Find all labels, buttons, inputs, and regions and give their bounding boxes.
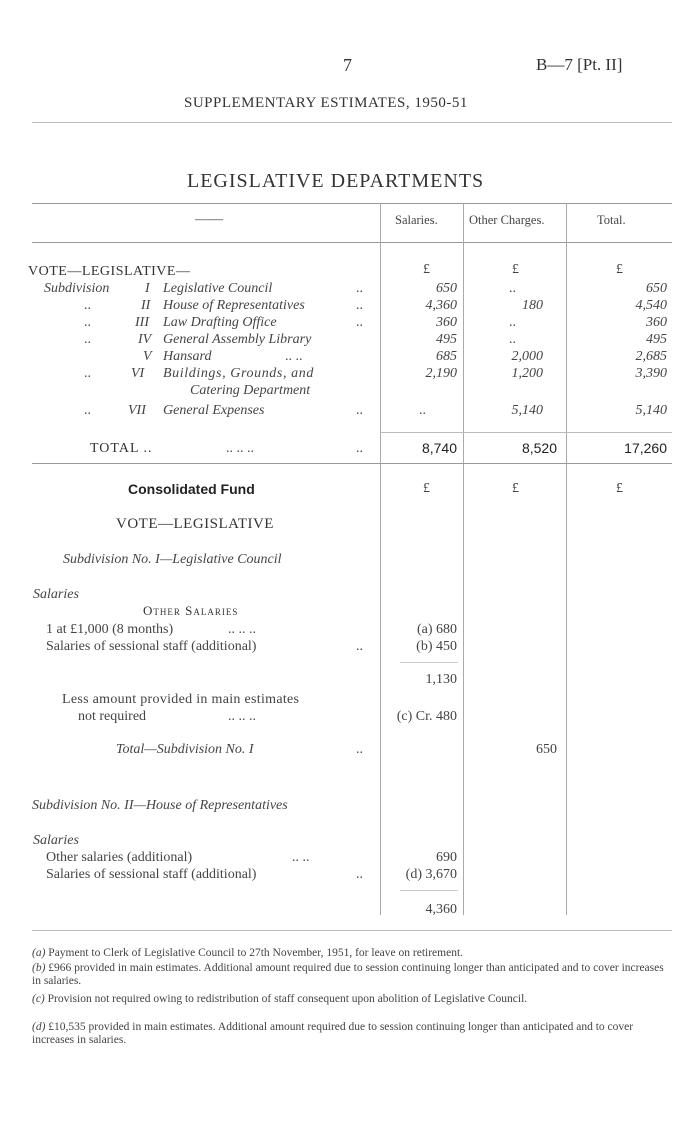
row-total: 360: [646, 315, 667, 330]
summary-total-other: 8,520: [521, 440, 557, 456]
row-ditto: ..: [84, 366, 91, 381]
less-value: (c) Cr. 480: [396, 709, 457, 724]
row-other: 180: [522, 298, 543, 313]
row-total: 2,685: [635, 349, 667, 364]
summary-total-rule: [380, 432, 672, 433]
salaries-label: Salaries: [33, 833, 79, 848]
other-salaries-heading: Other Salaries: [143, 603, 239, 618]
row-ditto: ..: [84, 315, 91, 330]
column-header-salaries: Salaries.: [395, 213, 438, 227]
currency-salaries: £: [423, 262, 430, 277]
row-number: I: [145, 281, 150, 296]
row-salaries: 2,190: [425, 366, 457, 381]
row-number: IV: [138, 332, 152, 347]
row-ditto: ..: [84, 298, 91, 313]
row-salaries: 4,360: [425, 298, 457, 313]
salaries-label: Salaries: [33, 587, 79, 602]
footnote-label: (d): [32, 1021, 46, 1033]
footnote-d: [32, 1021, 672, 1047]
footnote-a: [32, 947, 672, 960]
row-salaries: 495: [436, 332, 457, 347]
column-rule-1: [380, 203, 381, 915]
row-total: 4,540: [635, 298, 667, 313]
summary-total-salaries: 8,740: [421, 440, 457, 456]
row-total: 495: [646, 332, 667, 347]
row-name: Legislative Council: [163, 281, 273, 296]
row-name: Buildings, Grounds, and: [163, 366, 314, 381]
line-leader: .. .. ..: [228, 622, 256, 637]
row-total: 650: [646, 281, 667, 296]
row-number: VI: [131, 366, 145, 381]
row-name-continuation: Catering Department: [190, 383, 311, 398]
fund-title: Consolidated Fund: [128, 481, 255, 497]
column-header-total: Total.: [597, 213, 626, 227]
fund-currency-salaries: £: [423, 481, 430, 496]
column-header-other-charges: Other Charges.: [469, 213, 545, 227]
subdivision-total-value: 650: [536, 742, 557, 757]
row-total: 5,140: [635, 403, 667, 418]
row-other: 1,200: [511, 366, 543, 381]
document-reference: B—7 [Pt. II]: [536, 55, 623, 74]
line-leader: ..: [356, 639, 363, 654]
page-title: SUPPLEMENTARY ESTIMATES, 1950-51: [184, 95, 468, 111]
row-number: III: [135, 315, 149, 330]
summary-total-total: 17,260: [624, 440, 667, 456]
line-value: (d) 3,670: [405, 867, 457, 882]
row-other: ..: [509, 315, 516, 330]
row-number: VII: [128, 403, 146, 418]
summary-total-end-leader: ..: [356, 441, 363, 456]
row-leader: ..: [356, 315, 363, 330]
subdivision-2-heading: Subdivision No. II—House of Representatives: [32, 798, 288, 813]
line-label: Salaries of sessional staff (additional): [46, 639, 257, 654]
subtotal-value: 4,360: [425, 902, 457, 917]
footnote-label: (b): [32, 962, 46, 974]
currency-other: £: [512, 262, 519, 277]
line-value: 690: [436, 850, 457, 865]
less-line: Less amount provided in main estimates: [62, 692, 300, 707]
row-salaries: 360: [436, 315, 457, 330]
row-leader: .. ..: [285, 349, 303, 364]
row-name: House of Representatives: [163, 298, 305, 313]
footnote-text: Provision not required owing to redistribution of staff consequent upon abolition of Legislative Council.: [47, 993, 528, 1005]
subdivision-total-label: Total—Subdivision No. I: [116, 742, 254, 757]
footnote-text: £966 provided in main estimates. Additional amount required due to session continuing longer than anticipated and to cover increases in salaries.: [32, 962, 664, 987]
line-label: Other salaries (additional): [46, 850, 193, 865]
row-salaries: 650: [436, 281, 457, 296]
row-leader: ..: [356, 403, 363, 418]
subtotal-rule: [400, 662, 458, 663]
row-leader: ..: [356, 298, 363, 313]
row-ditto: ..: [84, 403, 91, 418]
footnote-text: Payment to Clerk of Legislative Council to 27th November, 1951, for leave on retirement.: [48, 947, 464, 959]
row-other: ..: [509, 332, 516, 347]
summary-total-label: TOTAL ..: [90, 441, 153, 456]
line-value: (a) 680: [416, 622, 457, 637]
row-salaries: 685: [436, 349, 457, 364]
row-total: 3,390: [635, 366, 667, 381]
line-leader: .. ..: [292, 850, 310, 865]
row-name: General Expenses: [163, 403, 265, 418]
subtotal-rule: [400, 890, 458, 891]
fund-currency-other: £: [512, 481, 519, 496]
line-leader: ..: [356, 867, 363, 882]
footnote-rule: [32, 930, 672, 931]
column-rule-3: [566, 203, 567, 915]
currency-total: £: [616, 262, 623, 277]
fund-currency-total: £: [616, 481, 623, 496]
subdivision-total-leader: ..: [356, 742, 363, 757]
header-dash: ——: [195, 212, 223, 227]
column-rule-2: [463, 203, 464, 915]
footnote-label: (c): [32, 993, 45, 1005]
summary-bottom-rule: [32, 463, 672, 464]
department-title: LEGISLATIVE DEPARTMENTS: [187, 170, 485, 192]
vote-title: VOTE—LEGISLATIVE: [116, 516, 274, 532]
table-top-rule: [32, 203, 672, 204]
row-name: Law Drafting Office: [163, 315, 277, 330]
footnote-c: [32, 993, 672, 1006]
row-salaries: ..: [419, 403, 426, 418]
table-header-rule: [32, 242, 672, 243]
line-label: 1 at £1,000 (8 months): [46, 622, 174, 637]
summary-total-leader: .. .. ..: [226, 441, 254, 456]
row-other: ..: [509, 281, 516, 296]
footnote-b: [32, 962, 672, 988]
row-name: Hansard: [163, 349, 212, 364]
subtotal-value: 1,130: [425, 672, 457, 687]
footnote-text: £10,535 provided in main estimates. Additional amount required due to session continuing longer than anticipated and to cover increases in salaries.: [32, 1021, 634, 1046]
subdivision-1-heading: Subdivision No. I—Legislative Council: [63, 552, 282, 567]
header-rule: [32, 122, 672, 123]
line-value: (b) 450: [416, 639, 457, 654]
row-leader: ..: [356, 281, 363, 296]
row-ditto: ..: [84, 332, 91, 347]
row-other: 5,140: [511, 403, 543, 418]
less-leader: .. .. ..: [228, 709, 256, 724]
page-number: 7: [343, 55, 352, 75]
line-label: Salaries of sessional staff (additional): [46, 867, 257, 882]
row-number: II: [141, 298, 151, 313]
vote-label: VOTE—LEGISLATIVE—: [28, 264, 191, 279]
row-name: General Assembly Library: [163, 332, 312, 347]
footnote-label: (a): [32, 947, 46, 959]
row-number: V: [143, 349, 152, 364]
less-line-continuation: not required: [78, 709, 147, 724]
row-other: 2,000: [511, 349, 543, 364]
subdivision-prefix: Subdivision: [44, 281, 110, 296]
